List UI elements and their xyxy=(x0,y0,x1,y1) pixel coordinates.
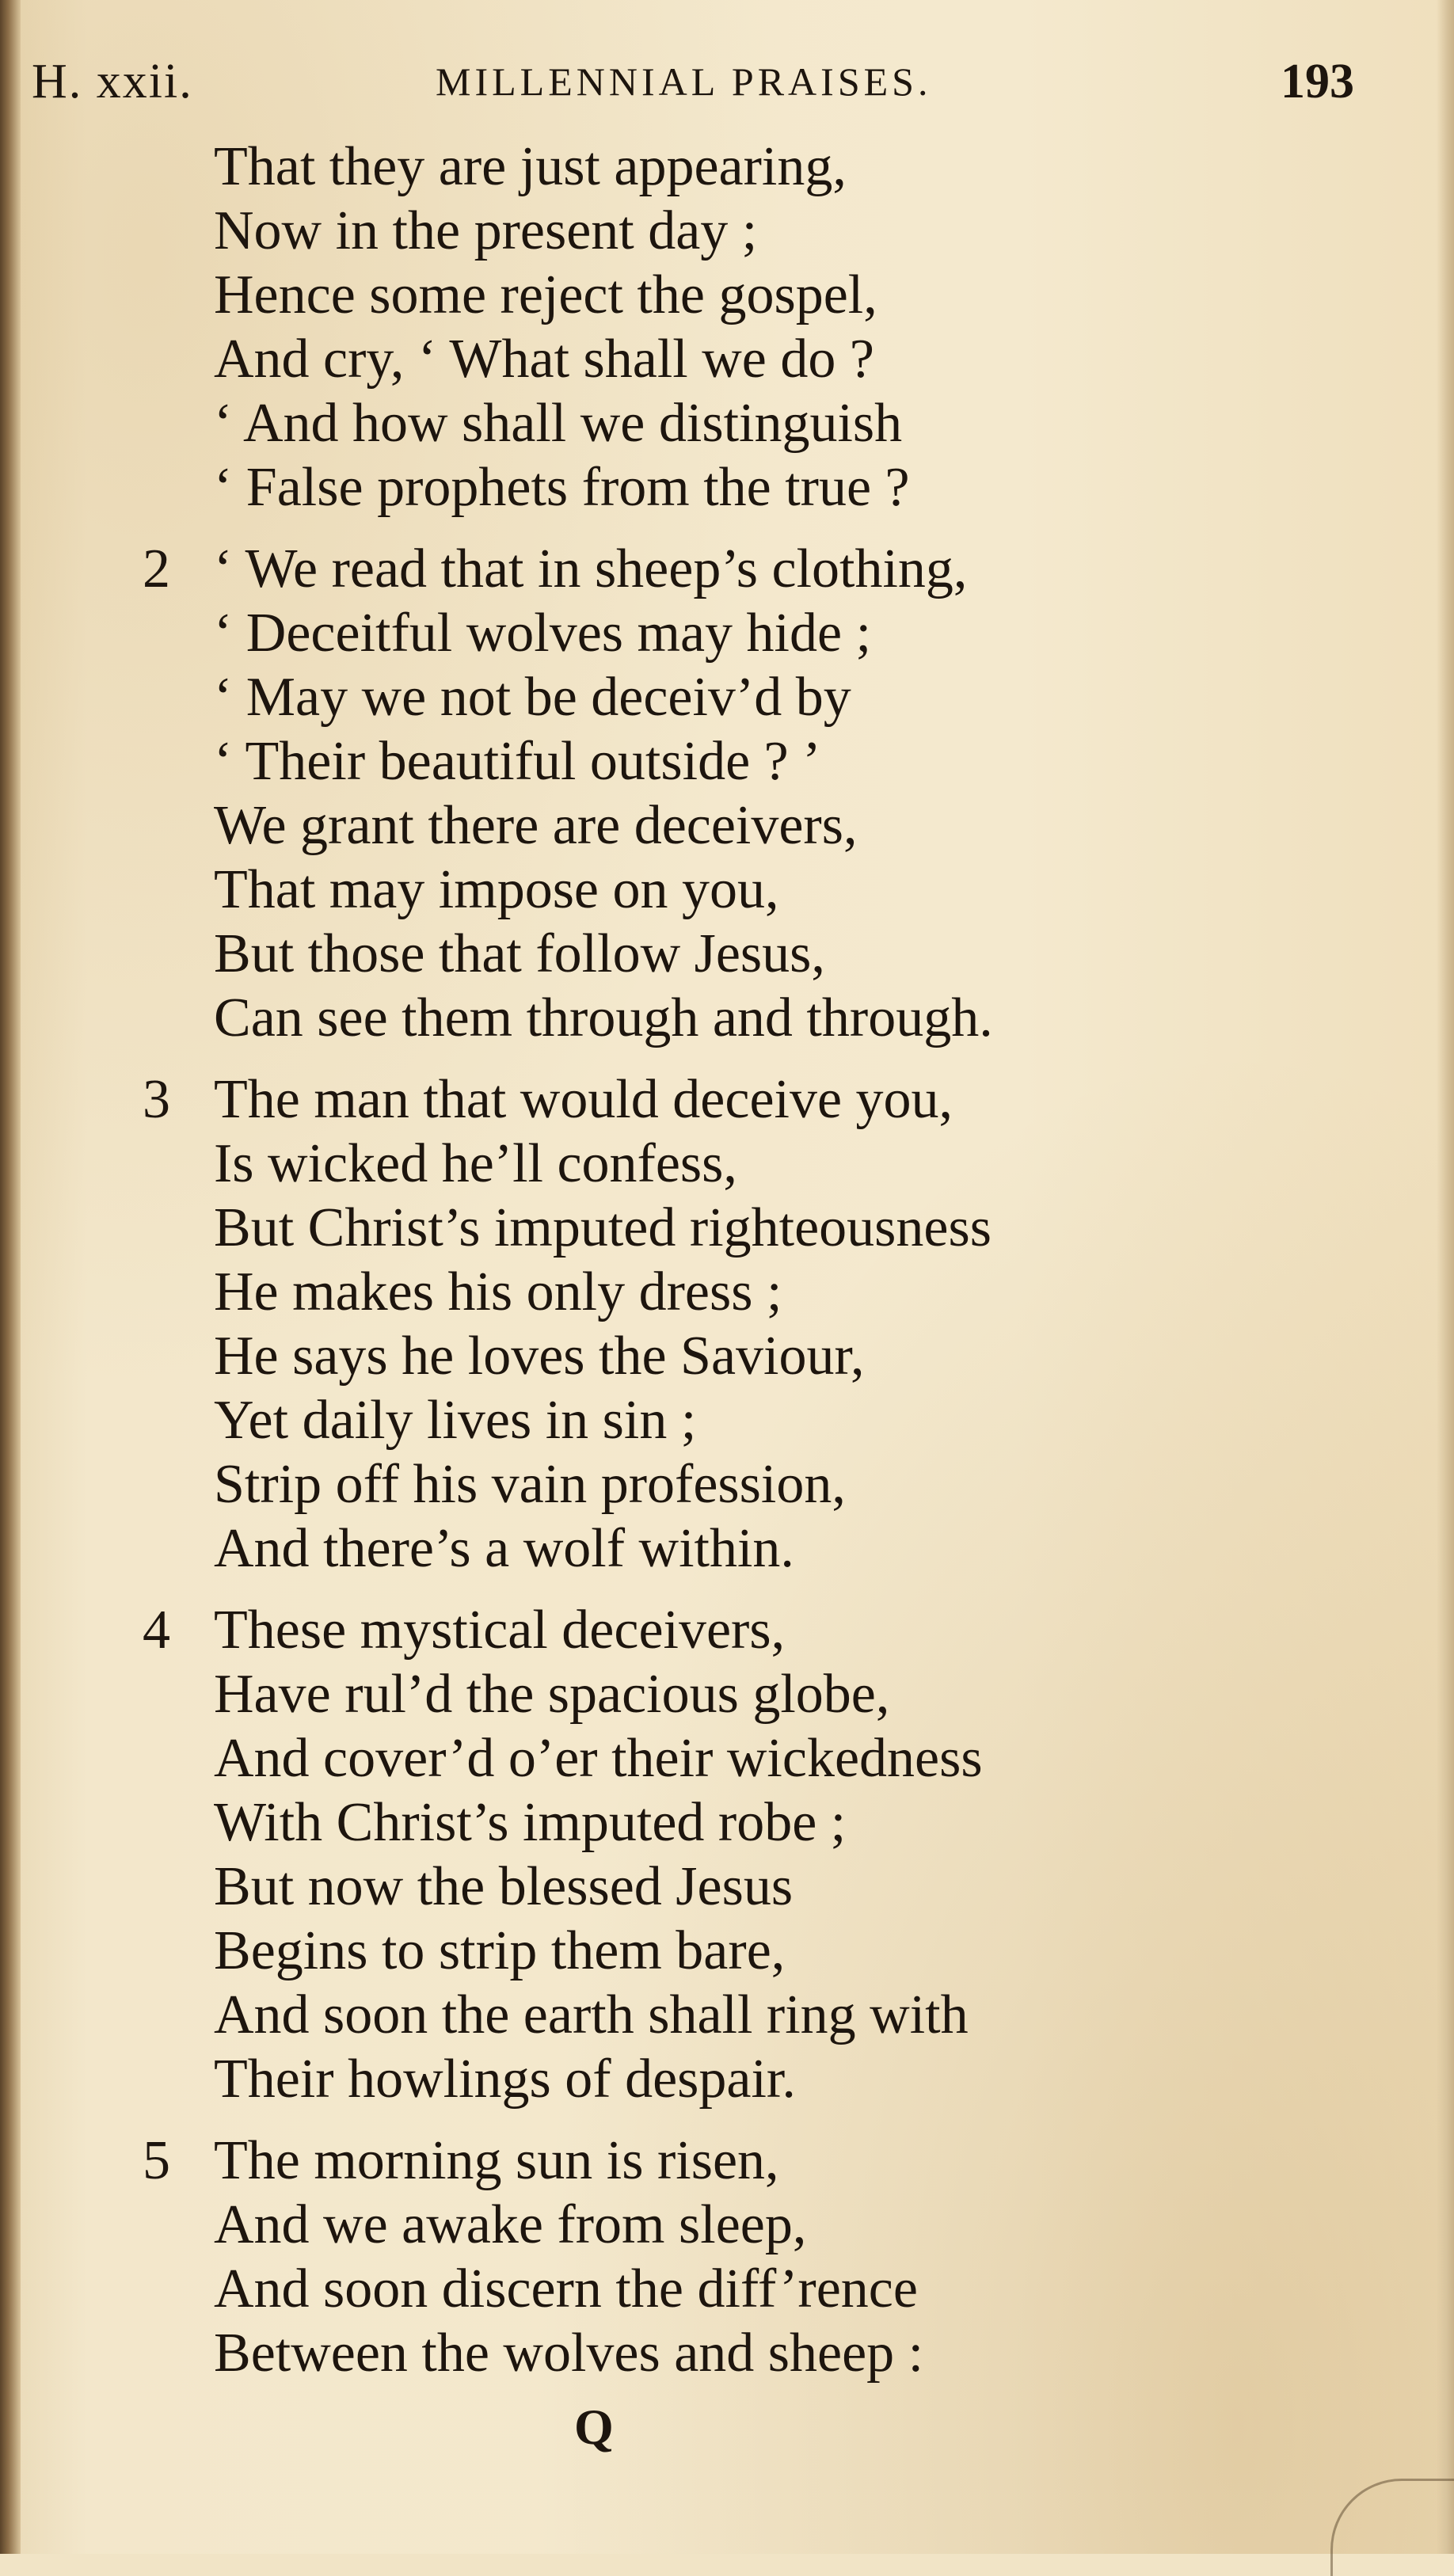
verse-line: ‘ May we not be deceiv’d by xyxy=(214,667,851,728)
printer-signature-mark: Q xyxy=(574,2399,614,2455)
verse-line: ‘ Deceitful wolves may hide ; xyxy=(214,603,872,664)
verse-line: Yet daily lives in sin ; xyxy=(214,1390,697,1451)
verse-line: We grant there are deceivers, xyxy=(214,795,858,856)
verse-line: Their howlings of despair. xyxy=(214,2049,796,2110)
stanza xyxy=(143,2129,1454,2385)
verse-line: With Christ’s imputed robe ; xyxy=(214,1792,847,1853)
verse-line: ‘ False prophets from the true ? xyxy=(214,457,910,518)
hymn-text xyxy=(0,135,1454,2385)
verse-line: Now in the present day ; xyxy=(214,200,758,261)
verse-line: Hence some reject the gospel, xyxy=(214,264,877,325)
verse-line: And there’s a wolf within. xyxy=(214,1518,794,1579)
verse-line: But those that follow Jesus, xyxy=(214,923,825,984)
verse-line: Can see them through and through. xyxy=(214,987,993,1048)
verse-line: That they are just appearing, xyxy=(214,136,847,197)
verse-line: ‘ Their beautiful outside ? ’ xyxy=(214,731,821,792)
verse-line: And we awake from sleep, xyxy=(214,2194,807,2255)
verse-line: That may impose on you, xyxy=(214,859,779,920)
verse-line: Have rul’d the spacious globe, xyxy=(214,1664,890,1725)
verse-line: And soon the earth shall ring with xyxy=(214,1984,969,2045)
verse-line: ‘ And how shall we distinguish xyxy=(214,393,903,454)
verse-line: But now the blessed Jesus xyxy=(214,1856,794,1917)
verse-line: Between the wolves and sheep : xyxy=(214,2323,924,2384)
verse-line: He makes his only dress ; xyxy=(214,1261,782,1322)
stanza-number: 4 xyxy=(143,1600,170,1661)
verse-line: He says he loves the Saviour, xyxy=(214,1326,865,1387)
stanza xyxy=(143,1598,1454,2111)
verse-line: And cover’d o’er their wickedness xyxy=(214,1728,983,1789)
verse-line: The morning sun is risen, xyxy=(214,2130,779,2191)
page-number: 193 xyxy=(1281,55,1354,108)
stanza xyxy=(214,135,1454,519)
stanza xyxy=(143,1067,1454,1581)
stanza-number: 3 xyxy=(143,1069,170,1130)
verse-line: ‘ We read that in sheep’s clothing, xyxy=(214,538,968,599)
running-title: MILLENNIAL PRAISES. xyxy=(436,59,932,104)
hymn-number: H. xxii. xyxy=(32,55,193,108)
verse-line: And cry, ‘ What shall we do ? xyxy=(214,329,874,390)
stanza xyxy=(143,537,1454,1050)
running-header xyxy=(32,46,1354,117)
verse-line: These mystical deceivers, xyxy=(214,1600,786,1661)
page-corner-curl xyxy=(1330,2479,1454,2576)
verse-line: Strip off his vain profession, xyxy=(214,1454,846,1515)
verse-line: Is wicked he’ll confess, xyxy=(214,1133,737,1194)
verse-line: And soon discern the diff’rence xyxy=(214,2258,918,2319)
stanza-number: 2 xyxy=(143,538,170,599)
verse-line: But Christ’s imputed righteousness xyxy=(214,1197,992,1258)
stanza-number: 5 xyxy=(143,2130,170,2191)
verse-line: The man that would deceive you, xyxy=(214,1069,953,1130)
verse-line: Begins to strip them bare, xyxy=(214,1920,786,1981)
